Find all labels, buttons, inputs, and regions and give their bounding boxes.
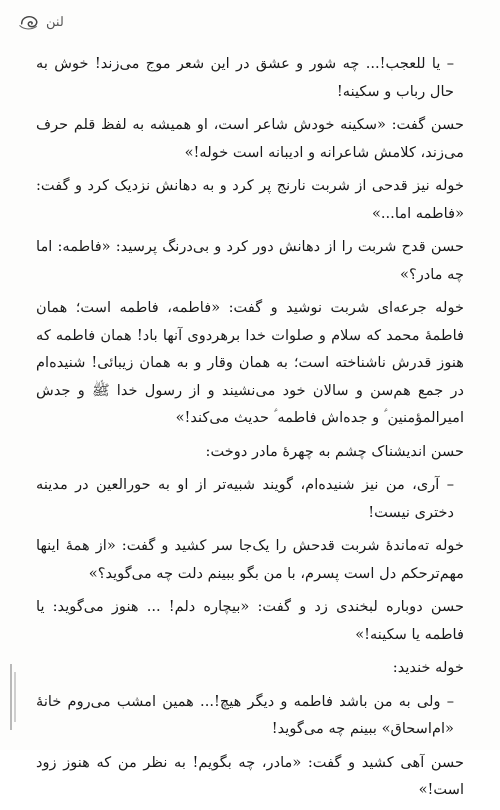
body-text <box>36 50 464 810</box>
paragraph: خوله نیز قدحی از شربت نارنج پر کرد و به دهانش نزدیک کرد و گفت: «فاطمه اما...» <box>36 177 464 222</box>
paragraph: حسن قدح شربت را از دهانش دور کرد و بی‌درنگ پرسید: «فاطمه: اما چه مادر؟» <box>36 238 464 283</box>
paragraph: – آری، من نیز شنیده‌ام، گویند شبیه‌تر از او به حورالعین در مدینه دختری نیست! <box>36 476 454 521</box>
paragraph: خوله جرعه‌ای شربت نوشید و گفت: «فاطمه، فاطمه است؛ همان فاطمهٔ محمد که سلام و صلوات خدا برهردوی آنها باد! همان فاطمه که هنوز قدرش ناشناخته است؛ به همان وقار و به همان زیبائی! شنیده‌ام در جمع هم‌سن و سالان خود می‌نشیند و از رسول خدا ﷺ و جدش امیرالمؤمنین ؑ و جده‌اش فاطمه ؑ حدیث می‌کند!» <box>36 299 464 426</box>
paragraph: حسن اندیشناک چشم به چهرهٔ مادر دوخت: <box>205 442 464 460</box>
running-header-label: لنن <box>46 14 64 30</box>
paragraph: – ولی به من باشد فاطمه و دیگر هیچ!... همین امشب می‌روم خانهٔ «ام‌اسحاق» ببینم چه می‌گوید! <box>36 692 454 737</box>
paragraph: حسن گفت: «سکینه خودش شاعر است، او همیشه به لفظ قلم حرف می‌زند، کلامش شاعرانه و ادیبانه است خوله!» <box>36 116 464 161</box>
paragraph: خوله خندید: <box>392 659 464 676</box>
paragraph: – یا للعجب!... چه شور و عشق در این شعر موج می‌زند! خوش به حال رباب و سکینه! <box>36 55 454 100</box>
paragraph: خوله ته‌ماندهٔ شربت قدحش را یک‌جا سر کشید و گفت: «از همهٔ اینها مهم‌ترحکم دل است پسرم، با من بگو ببینم دلت چه می‌گوید؟» <box>36 537 464 582</box>
paragraph: حسن آهی کشید و گفت: «مادر، چه بگویم! به نظر من که هنوز زود است!» <box>36 753 464 798</box>
swirl-emblem-icon <box>18 11 40 33</box>
vertical-watermark-icon <box>6 662 20 732</box>
paragraph: حسن دوباره لبخندی زد و گفت: «بیچاره دلم! ... هنوز می‌گوید: یا فاطمه یا سکینه!» <box>36 598 464 643</box>
page-header <box>18 10 64 34</box>
